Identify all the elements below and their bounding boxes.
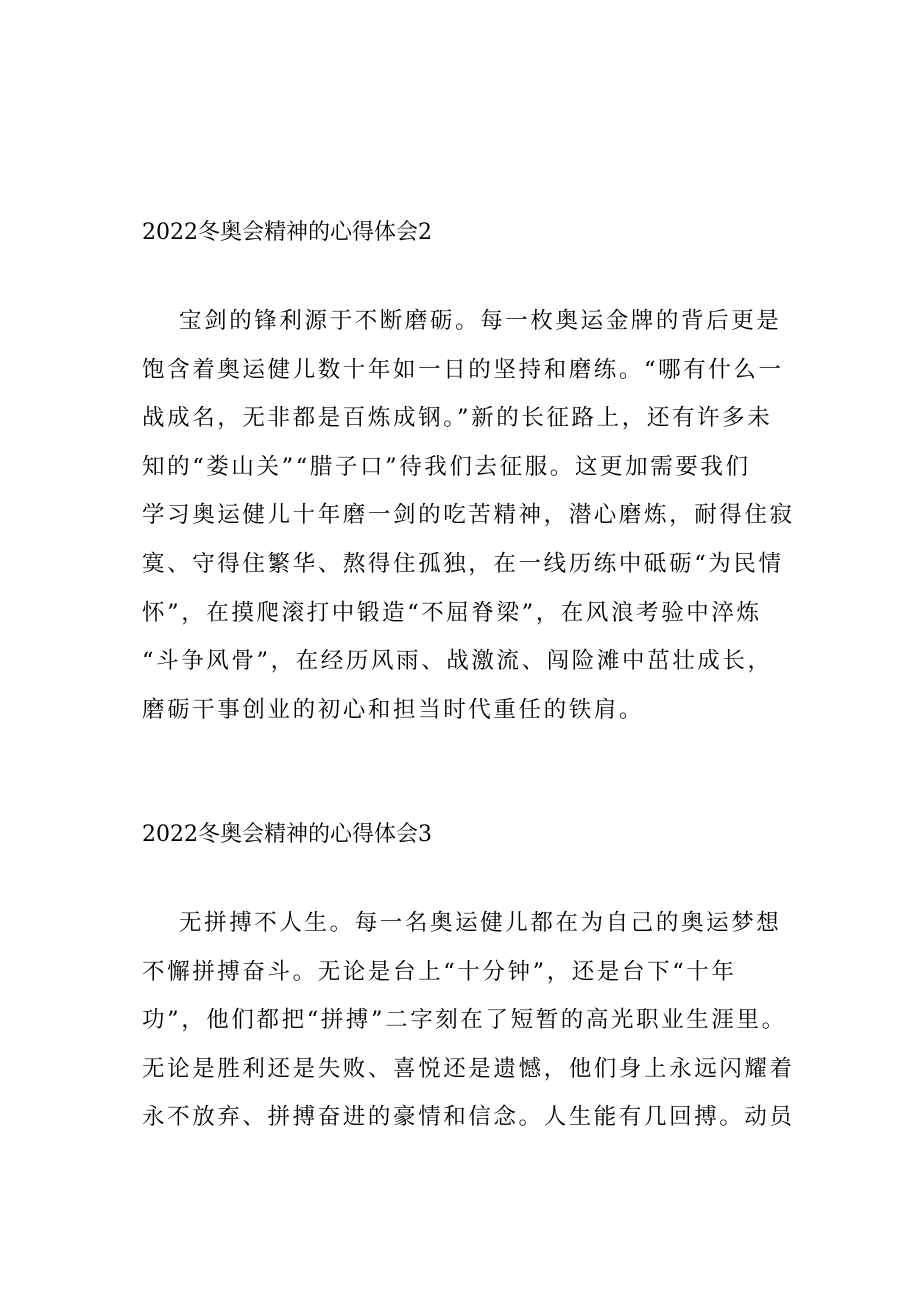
paragraph-line: 学习奥运健儿十年磨一剑的吃苦精神，潜心磨炼，耐得住寂 — [142, 502, 795, 529]
paragraph-line: 无论是胜利还是失败、喜悦还是遗憾，他们身上永远闪耀着 — [142, 1055, 795, 1082]
paragraph-line: 功”，他们都把“拼搏”二字刻在了短暂的高光职业生涯里。 — [142, 1007, 787, 1034]
section-heading: 2022冬奥会精神的心得体会2 — [142, 220, 432, 245]
paragraph-line: 知的“娄山关”“腊子口”待我们去征服。这更加需要我们 — [142, 453, 751, 480]
section-essay-2 — [142, 218, 795, 734]
paragraph-line: 磨砺干事创业的初心和担当时代重任的铁肩。 — [142, 696, 645, 723]
section-paragraph — [142, 899, 795, 1142]
paragraph-line: “斗争风骨”，在经历风雨、战激流、闯险滩中茁壮成长， — [142, 648, 773, 675]
section-paragraph — [142, 297, 795, 734]
paragraph-line: 怀”，在摸爬滚打中锻造“不屈脊梁”，在风浪考验中淬炼 — [142, 599, 762, 626]
paragraph-line: 宝剑的锋利源于不断磨砺。每一枚奥运金牌的背后更是 — [179, 308, 782, 334]
paragraph-line: 无拼搏不人生。每一名奥运健儿都在为自己的奥运梦想 — [179, 910, 782, 936]
section-essay-3 — [142, 820, 795, 1142]
paragraph-line: 永不放弃、拼搏奋进的豪情和信念。人生能有几回搏。动员 — [142, 1104, 795, 1131]
paragraph-line: 不懈拼搏奋斗。无论是台上“十分钟”，还是台下“十年 — [142, 958, 737, 985]
section-heading: 2022冬奥会精神的心得体会3 — [142, 822, 432, 847]
paragraph-line: 寞、守得住繁华、熬得住孤独，在一线历练中砥砺“为民情 — [142, 550, 784, 577]
paragraph-line: 战成名，无非都是百炼成钢。”新的长征路上，还有许多未 — [142, 405, 773, 432]
paragraph-line: 饱含着奥运健儿数十年如一日的坚持和磨练。“哪有什么一 — [142, 356, 784, 383]
